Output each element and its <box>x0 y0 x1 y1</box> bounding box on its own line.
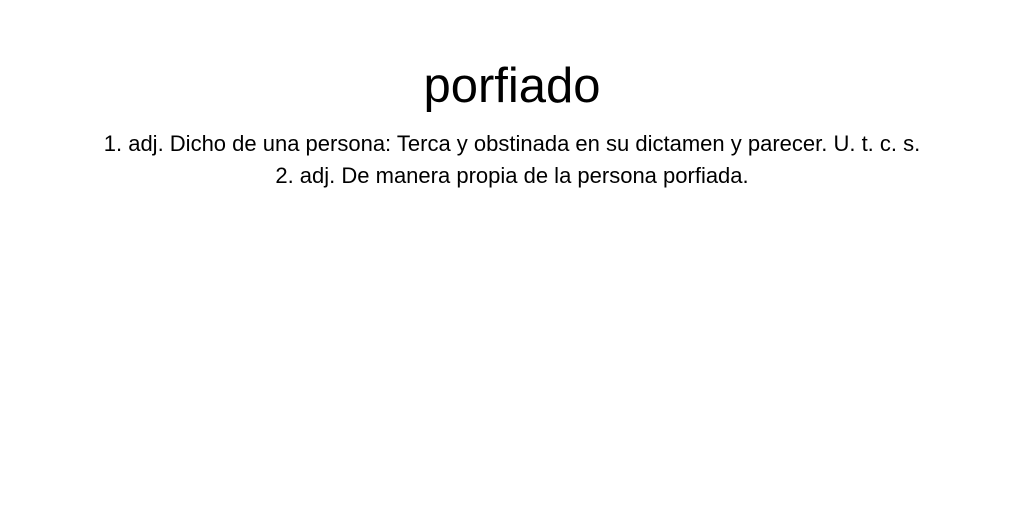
headword: porfiado <box>423 59 601 113</box>
definition-1: 1. adj. Dicho de una persona: Terca y obstinada en su dictamen y parecer. U. t. c. s. <box>103 131 921 156</box>
definition-2: 2. adj. De manera propia de la persona porfiada. <box>275 163 749 188</box>
definition-list <box>62 126 962 194</box>
